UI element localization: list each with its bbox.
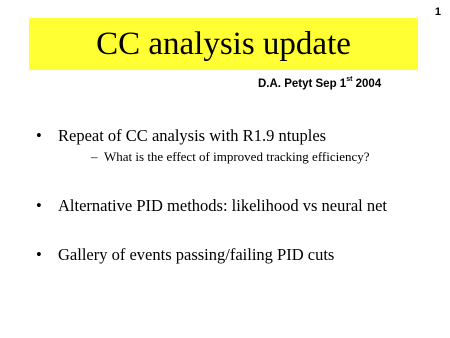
bullet-text: Gallery of events passing/failing PID cuts [58, 245, 335, 264]
slide-number: 1 [434, 6, 441, 18]
bullet-marker: • [36, 245, 42, 264]
bullet-list [36, 126, 444, 265]
bullet-item [36, 245, 444, 265]
date-ordinal-suffix: st [346, 76, 353, 83]
sub-bullet-marker: – [91, 149, 98, 164]
bullet-item [36, 126, 444, 165]
sub-bullet-item [58, 149, 444, 165]
bullet-text: Repeat of CC analysis with R1.9 ntuples [58, 126, 327, 145]
bullet-marker: • [36, 126, 42, 145]
bullet-text: Alternative PID methods: likelihood vs neural net [58, 196, 388, 215]
author-date-line [258, 78, 381, 90]
sub-bullet-text: What is the effect of improved tracking efficiency? [104, 149, 370, 164]
slide-title: CC analysis update [96, 25, 351, 62]
title-banner [29, 18, 418, 70]
bullet-marker: • [36, 196, 42, 215]
author-year: 2004 [352, 78, 382, 90]
author-name-date: D.A. Petyt Sep 1 [258, 78, 347, 90]
bullet-item [36, 196, 444, 216]
